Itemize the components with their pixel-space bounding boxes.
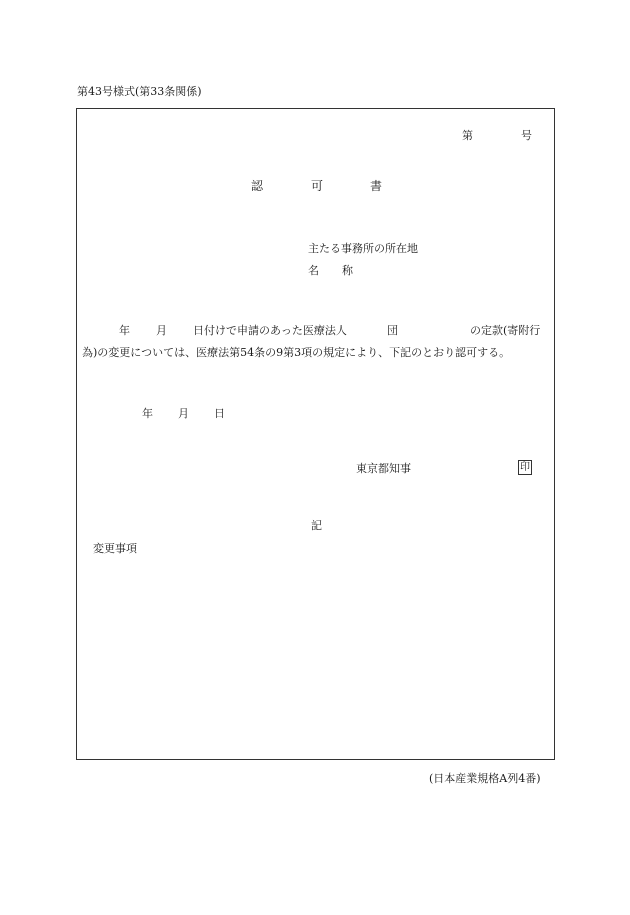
name-label-char-1: 名: [308, 264, 319, 277]
body-date-phrase: 日付けで申請のあった医療法人: [193, 324, 347, 337]
body-dan: 団: [387, 324, 398, 337]
document-number-suffix: 号: [521, 129, 532, 142]
form-frame: [76, 108, 555, 760]
body-line2: 為)の変更については、医療法第54条の9第3項の規定により、下記のとおり認可する。: [82, 346, 511, 359]
title-char-1: 認: [251, 179, 264, 193]
body-year: 年: [119, 324, 130, 337]
title-char-3: 書: [370, 179, 383, 193]
governor-title: 東京都知事: [356, 462, 411, 475]
seal-mark: 印: [520, 462, 530, 473]
body-month: 月: [156, 324, 167, 337]
body-line1-end: の定款(寄附行: [470, 324, 541, 337]
notes-heading: 記: [311, 519, 322, 532]
name-label-char-2: 称: [342, 264, 353, 277]
title-char-2: 可: [311, 179, 324, 193]
form-number: 第43号様式(第33条関係): [77, 85, 202, 98]
paper-size-note: (日本産業規格A列4番): [429, 772, 541, 785]
issue-day: 日: [214, 407, 225, 420]
office-location-label: 主たる事務所の所在地: [308, 242, 418, 255]
issue-year: 年: [142, 407, 153, 420]
document-number-prefix: 第: [462, 129, 473, 142]
issue-month: 月: [178, 407, 189, 420]
changes-label: 変更事項: [93, 542, 137, 555]
